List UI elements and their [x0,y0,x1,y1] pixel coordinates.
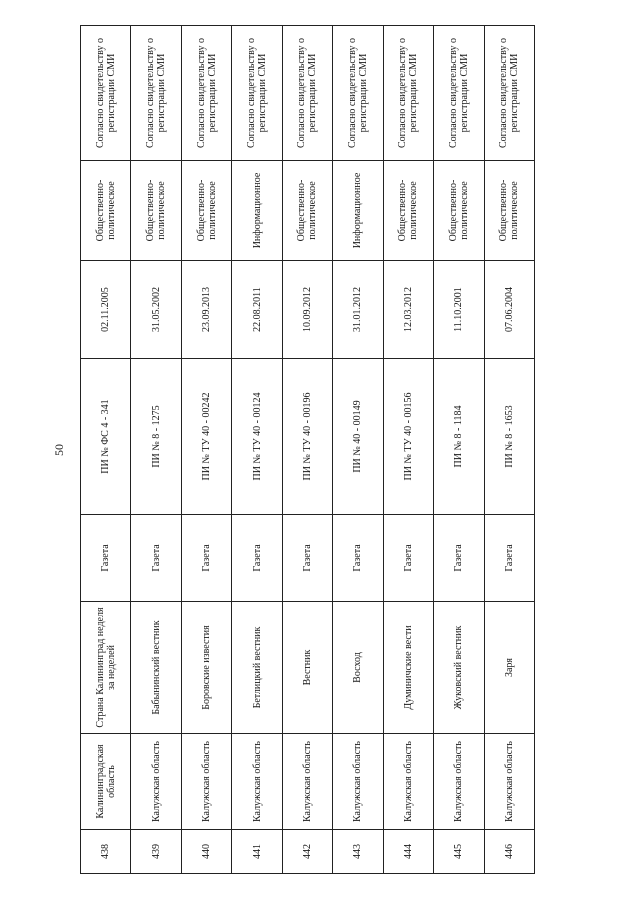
specialization-cell: Общественно-политическое [484,161,535,261]
table-row [383,26,433,874]
basis-cell: Согласно свидетельству о регистрации СМИ [282,26,332,161]
specialization-cell: Общественно-политическое [282,161,332,261]
region-cell: Калужская область [383,734,433,830]
registration-number-cell: ПИ № ТУ 40 - 00156 [383,359,433,515]
row-number: 440 [181,830,231,874]
row-number: 438 [81,830,131,874]
basis-cell: Согласно свидетельству о регистрации СМИ [484,26,535,161]
basis-cell: Согласно свидетельству о регистрации СМИ [81,26,131,161]
table-row [131,26,181,874]
specialization-cell: Информационное [232,161,282,261]
registration-number-cell: ПИ № 8 - 1275 [131,359,181,515]
registry-table-rotated [80,26,535,874]
basis-cell: Согласно свидетельству о регистрации СМИ [131,26,181,161]
registration-number-cell: ПИ № ТУ 40 - 00242 [181,359,231,515]
row-number: 445 [434,830,484,874]
publication-name-cell: Бетлицкий вестник [232,602,282,734]
region-cell: Калужская область [434,734,484,830]
region-cell: Калужская область [232,734,282,830]
registry-table-container [80,26,535,874]
table-body [81,26,535,874]
specialization-cell: Общественно-политическое [131,161,181,261]
publication-name-cell: Бабынинский вестник [131,602,181,734]
basis-cell: Согласно свидетельству о регистрации СМИ [232,26,282,161]
table-row [81,26,131,874]
row-number: 439 [131,830,181,874]
registration-date-cell: 12.03.2012 [383,261,433,359]
table-row [232,26,282,874]
publication-name-cell: Жуковский вестник [434,602,484,734]
registration-date-cell: 10.09.2012 [282,261,332,359]
registration-date-cell: 11.10.2001 [434,261,484,359]
media-type-cell: Газета [81,515,131,602]
registration-number-cell: ПИ № ТУ 40 - 00196 [282,359,332,515]
specialization-cell: Информационное [333,161,383,261]
row-number: 441 [232,830,282,874]
registration-number-cell: ПИ № 40 - 00149 [333,359,383,515]
media-type-cell: Газета [333,515,383,602]
registration-date-cell: 07.06.2004 [484,261,535,359]
registration-date-cell: 31.05.2002 [131,261,181,359]
media-type-cell: Газета [383,515,433,602]
region-cell: Калужская область [333,734,383,830]
registration-date-cell: 23.09.2013 [181,261,231,359]
publication-name-cell: Боровские известия [181,602,231,734]
row-number: 446 [484,830,535,874]
table-row [434,26,484,874]
basis-cell: Согласно свидетельству о регистрации СМИ [181,26,231,161]
registration-number-cell: ПИ № 8 - 1653 [484,359,535,515]
media-type-cell: Газета [131,515,181,602]
row-number: 444 [383,830,433,874]
publication-name-cell: Восход [333,602,383,734]
region-cell: Калининградская область [81,734,131,830]
region-cell: Калужская область [181,734,231,830]
table-row [484,26,535,874]
media-registry-table [80,25,535,874]
registration-date-cell: 31.01.2012 [333,261,383,359]
publication-name-cell: Думиничские вести [383,602,433,734]
region-cell: Калужская область [131,734,181,830]
media-type-cell: Газета [181,515,231,602]
registration-number-cell: ПИ № 8 - 1184 [434,359,484,515]
table-row [181,26,231,874]
table-row [333,26,383,874]
media-type-cell: Газета [484,515,535,602]
row-number: 443 [333,830,383,874]
region-cell: Калужская область [484,734,535,830]
publication-name-cell: Вестник [282,602,332,734]
region-cell: Калужская область [282,734,332,830]
page-number: 50 [52,444,66,456]
specialization-cell: Общественно-политическое [81,161,131,261]
registration-number-cell: ПИ № ФС 4 - 341 [81,359,131,515]
publication-name-cell: Заря [484,602,535,734]
publication-name-cell: Страна Калининград неделя за неделей [81,602,131,734]
specialization-cell: Общественно-политическое [383,161,433,261]
media-type-cell: Газета [434,515,484,602]
registration-date-cell: 02.11.2005 [81,261,131,359]
registration-number-cell: ПИ № ТУ 40 - 00124 [232,359,282,515]
specialization-cell: Общественно-политическое [181,161,231,261]
basis-cell: Согласно свидетельству о регистрации СМИ [333,26,383,161]
specialization-cell: Общественно-политическое [434,161,484,261]
row-number: 442 [282,830,332,874]
table-row [282,26,332,874]
registration-date-cell: 22.08.2011 [232,261,282,359]
basis-cell: Согласно свидетельству о регистрации СМИ [383,26,433,161]
media-type-cell: Газета [232,515,282,602]
media-type-cell: Газета [282,515,332,602]
basis-cell: Согласно свидетельству о регистрации СМИ [434,26,484,161]
